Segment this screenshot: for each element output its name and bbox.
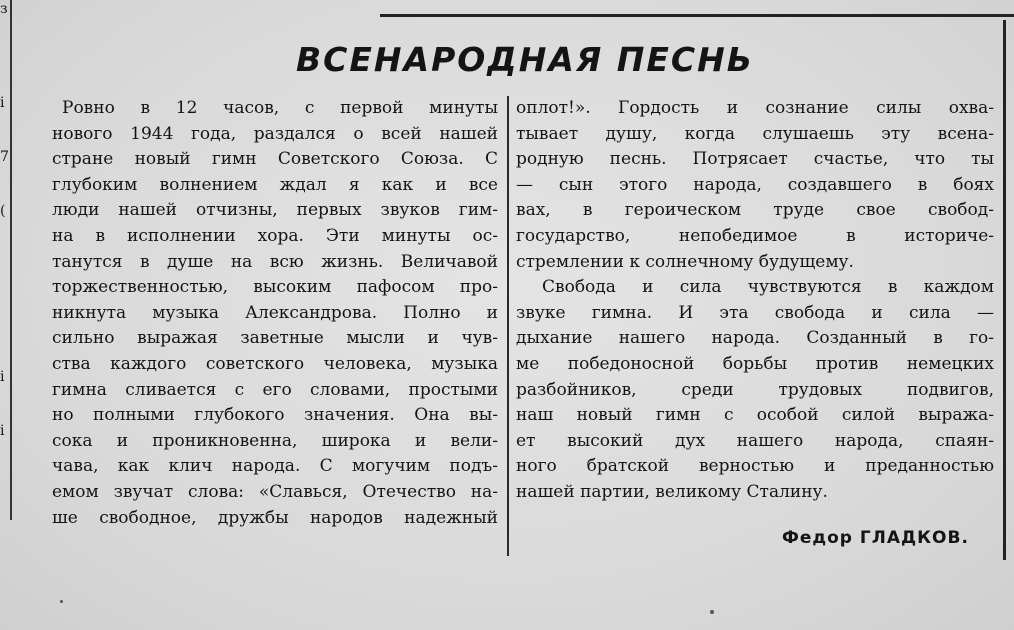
text-line: нового 1944 года, раздался о всей нашей	[52, 123, 498, 144]
text-line: никнута музыка Александрова. Полно и	[52, 302, 498, 323]
left-margin-rule	[10, 0, 12, 520]
text-line: разбойников, среди трудовых подвигов,	[516, 379, 994, 400]
text-line: ного братской верностью и преданностью	[516, 456, 994, 477]
edge-mark: і	[0, 369, 5, 385]
text-line: танутся в душе на всю жизнь. Величавой	[52, 251, 498, 272]
article-headline: ВСЕНАРОДНАЯ ПЕСНЬ	[296, 40, 754, 79]
edge-mark: з	[0, 1, 8, 17]
text-line: нашей партии, великому Сталину.	[516, 481, 828, 502]
text-line: Ровно в 12 часов, с первой минуты	[62, 98, 498, 118]
text-line: ства каждого советского человека, музыка	[52, 353, 498, 374]
author-signature: Федор ГЛАДКОВ.	[782, 528, 969, 548]
text-line: ме победоносной борьбы против немецких	[516, 353, 994, 374]
text-line: ше свободное, дружбы народов надежный	[52, 507, 498, 528]
print-speck	[710, 610, 714, 614]
text-line: стремлении к солнечному будущему.	[516, 251, 854, 272]
text-line: дыхание нашего народа. Созданный в го-	[516, 328, 994, 349]
text-line: чава, как клич народа. С могучим подъ-	[52, 456, 498, 477]
text-line: емом звучат слова: «Славься, Отечество на-	[52, 481, 498, 502]
text-line: глубоким волнением ждал я как и все	[52, 174, 498, 195]
text-line: ет высокий дух нашего народа, спаян-	[516, 430, 994, 451]
text-line: государство, непобедимое в историче-	[516, 225, 994, 246]
text-line: люди нашей отчизны, первых звуков гим-	[52, 200, 498, 221]
edge-mark: 7	[0, 149, 9, 165]
edge-mark: і	[0, 95, 5, 111]
text-line: оплот!». Гордость и сознание силы охва-	[516, 98, 994, 118]
text-line: на в исполнении хора. Эти минуты ос-	[52, 225, 498, 246]
text-line: — сын этого народа, создавшего в боях	[516, 174, 994, 195]
text-line: звуке гимна. И эта свобода и сила —	[516, 302, 994, 323]
text-line: родную песнь. Потрясает счастье, что ты	[516, 149, 994, 170]
article-right-column	[516, 96, 994, 506]
text-line: Свобода и сила чувствуются в каждом	[542, 277, 994, 298]
text-line: стране новый гимн Советского Союза. С	[52, 149, 498, 170]
text-line: гимна сливается с его словами, простыми	[52, 379, 498, 400]
print-speck	[60, 600, 63, 603]
top-rule	[380, 14, 1014, 17]
text-line: сильно выражая заветные мысли и чув-	[52, 328, 498, 349]
text-line: торжественностью, высоким пафосом про-	[52, 277, 498, 298]
text-line: наш новый гимн с особой силой выража-	[516, 405, 994, 426]
left-edge-marks	[0, 0, 10, 520]
edge-mark: (	[0, 203, 6, 219]
right-margin-rule	[1003, 20, 1006, 560]
column-divider	[507, 96, 509, 556]
text-line: тывает душу, когда слушаешь эту всена-	[516, 123, 994, 144]
text-line: но полными глубокого значения. Она вы-	[52, 405, 498, 426]
article-left-column	[52, 96, 498, 531]
text-line: сока и проникновенна, широка и вели-	[52, 430, 498, 451]
text-line: вах, в героическом труде свое свобод-	[516, 200, 994, 221]
edge-mark: і	[0, 423, 5, 439]
